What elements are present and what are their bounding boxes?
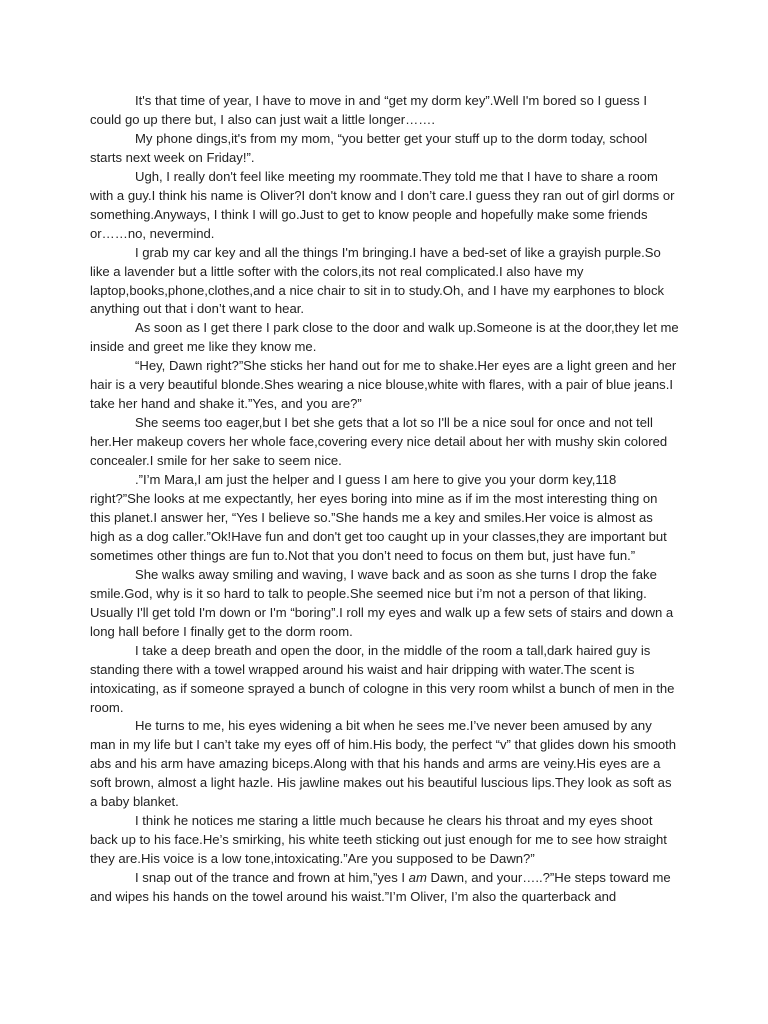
paragraph-9: She walks away smiling and waving, I wave back and as soon as she turns I drop the fake smile.God, why is it so hard to talk to people.She seemed nice but i’m not a person of that liking. Usually I'll get told I'm down or I'm “boring”.I roll my eyes and walk up a few sets of stairs and down a long hall before I finally get to the dorm room. [90, 566, 674, 639]
paragraph-3: Ugh, I really don't feel like meeting my roommate.They told me that I have to share a room with a guy.I think his name is Oliver?I don't know and I don’t care.I guess they ran out of girl dorms or something.Anyways, I think I will go.Just to get to know people and hopefully make some friends or……no, nevermind. [90, 168, 675, 241]
paragraph-10: I take a deep breath and open the door, in the middle of the room a tall,dark haired guy is standing there with a towel wrapped around his waist and hair dripping with water.The scent is intoxicating, as if someone sprayed a bunch of cologne in this very room whilst a bunch of men in the room. [90, 642, 675, 715]
paragraph-13-start: I snap out of the trance and frown at him,”yes I [135, 870, 409, 886]
paragraph-7: She seems too eager,but I bet she gets that a lot so I'll be a nice soul for once and not tell her.Her makeup covers her whole face,covering every nice detail about her with mushy skin colored concealer.I smile for her sake to seem nice. [90, 415, 668, 469]
paragraph-4: I grab my car key and all the things I'm bringing.I have a bed-set of like a grayish purple.So like a lavender but a little softer with the colors,its not real complicated.I also have my laptop,books,phone,clothes,and a nice chair to sit in to study.Oh, and I have my earphones to block anything out that i don’t want to hear. [90, 244, 665, 317]
paragraph-2: My phone dings,it's from my mom, “you better get your stuff up to the dorm today, school starts next week on Friday!”. [90, 130, 648, 165]
paragraph-1: It's that time of year, I have to move in and “get my dorm key”.Well I'm bored so I guess I could go up there but, I also can just wait a little longer……. [90, 93, 647, 127]
paragraph-13-end: Dawn, and your…..?”He steps toward me and wipes his hands on the towel around his waist.”I’m Oliver, I’m also the quarterback and [90, 870, 671, 905]
paragraph-5: As soon as I get there I park close to the door and walk up.Someone is at the door,they let me inside and greet me like they know me. [90, 320, 679, 355]
document-body [90, 92, 680, 907]
emphasis-word: am [408, 870, 427, 886]
paragraph-8: .”I’m Mara,I am just the helper and I guess I am here to give you your dorm key,118 right?”She looks at me expectantly, her eyes boring into mine as if im the most interesting thing on this planet.I answer her, “Yes I believe so.”She hands me a key and smiles.Her voice is almost as high as a dog caller.”Ok!Have fun and don't get too caught up in your classes,they are important but sometimes other things are fun to.Not that you don’t need to focus on them but, just have fun.” [90, 472, 667, 563]
paragraph-6: “Hey, Dawn right?”She sticks her hand out for me to shake.Her eyes are a light green and her hair is a very beautiful blonde.Shes wearing a nice blouse,white with flares, with a pair of blue jeans.I take her hand and shake it.”Yes, and you are?” [90, 358, 677, 412]
paragraph-12: I think he notices me staring a little much because he clears his throat and my eyes shoot back up to his face.He’s smirking, his white teeth sticking out just enough for me to see how straight they are.His voice is a low tone,intoxicating.”Are you supposed to be Dawn?” [90, 813, 667, 867]
paragraph-13 [90, 869, 680, 907]
paragraph-11: He turns to me, his eyes widening a bit when he sees me.I’ve never been amused by any man in my life but I can’t take my eyes off of him.His body, the perfect “v” that glides down his smooth abs and his arm have amazing biceps.Along with that his hands and arms are veiny.His eyes are a soft brown, almost a light hazle. His jawline makes out his beautiful luscious lips.They look as soft as a baby blanket. [90, 718, 677, 810]
